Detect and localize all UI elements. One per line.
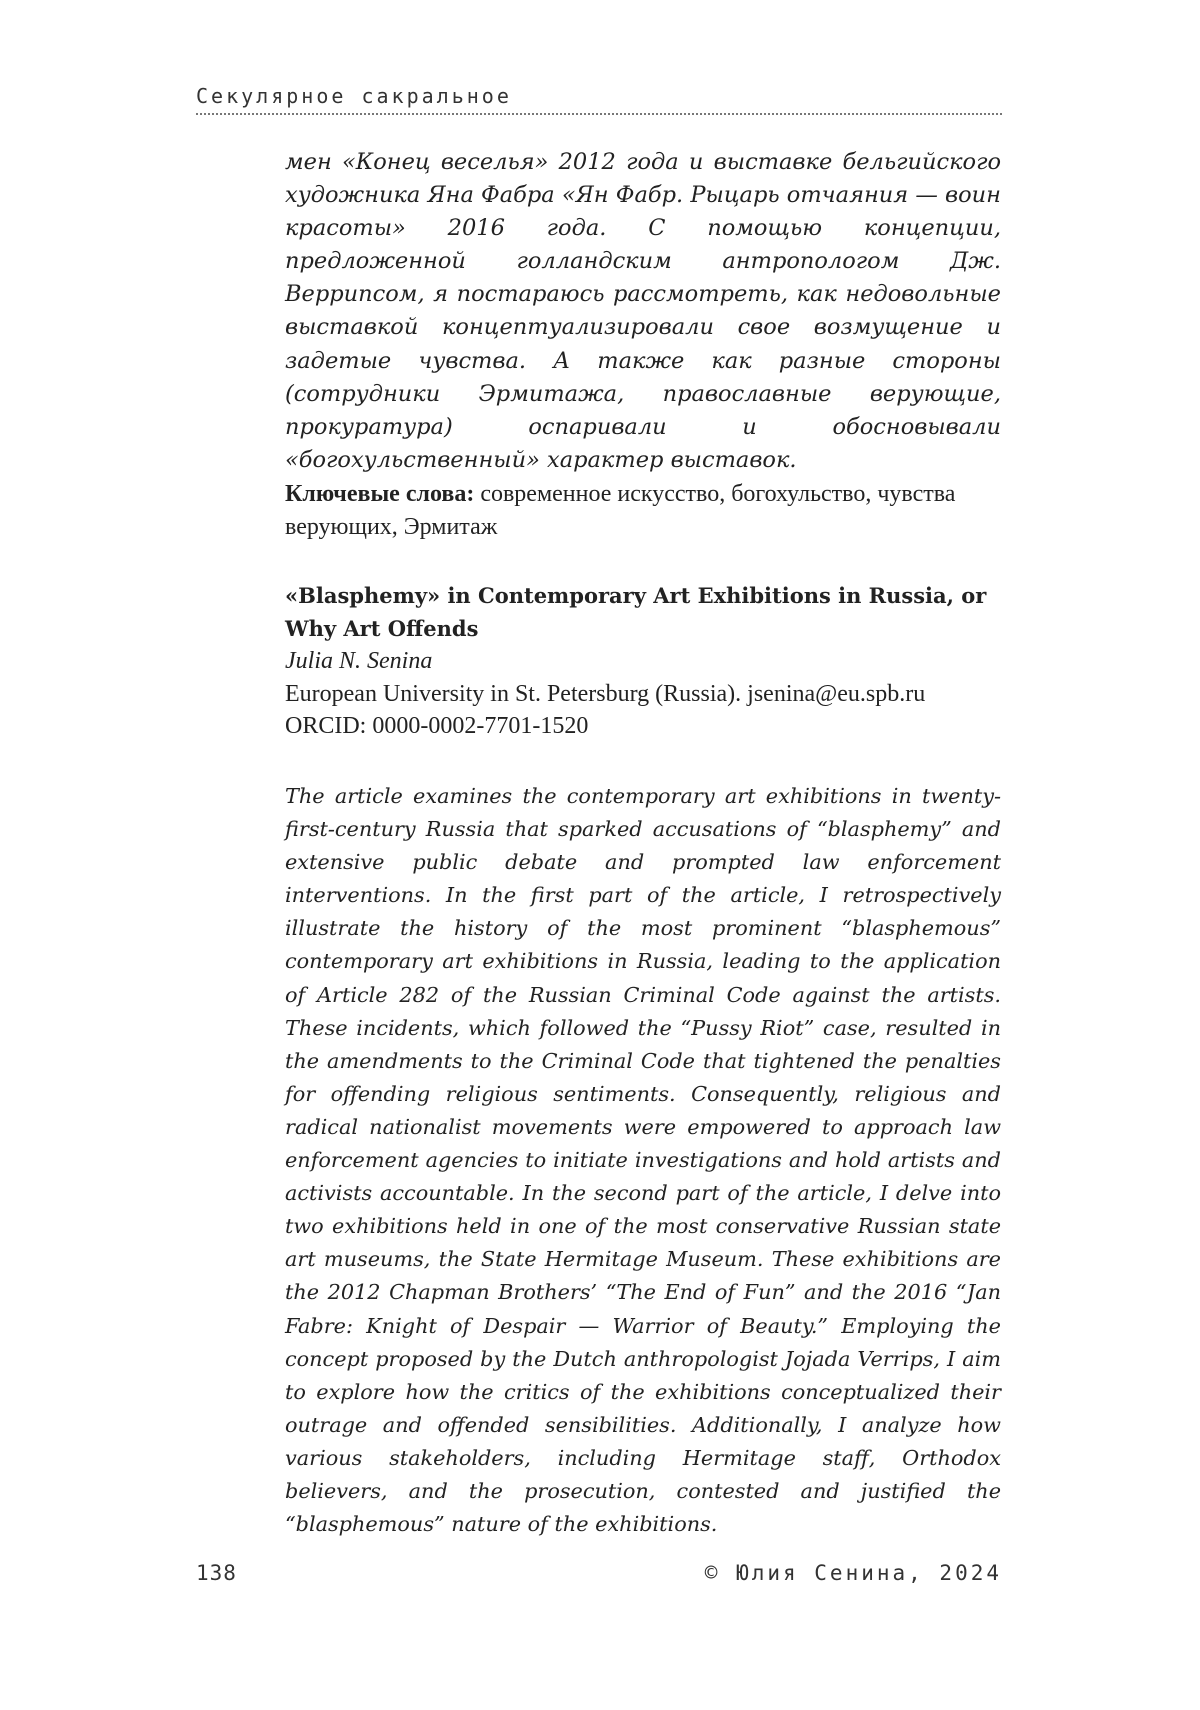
running-head: Секулярное сакральное xyxy=(196,84,512,108)
russian-abstract xyxy=(285,146,1001,477)
author-name: Julia N. Senina xyxy=(285,648,433,674)
english-abstract xyxy=(285,780,1001,1541)
keywords-block xyxy=(285,478,1001,544)
english-abstract-text: The article examines the contemporary art exhibitions in twenty-first-century Russia that sparked accusations of “blasphemy” and extensive public debate and prompted law enforcement interventions. In the first part of the article, I retrospectively illustrate the history of the most prominent “blasphemous” contemporary art exhibitions in Russia, leading to the application of Article 282 of the Russian Criminal Code against the artists. These incidents, which followed the “Pussy Riot” case, resulted in the amendments to the Criminal Code that tightened the penalties for offending religious sentiments. Consequently, religious and radical nationalist movements were empowered to approach law enforcement agencies to initiate investigations and hold artists and activists accountable. In the second part of the article, I delve into two exhibitions held in one of the most conservative Russian state art museums, the State Hermitage Museum. These exhibitions are the 2012 Chapman Brothers’ “The End of Fun” and the 2016 “Jan Fabre: Knight of Despair — Warrior of Beauty.” Employing the concept proposed by the Dutch anthropologist Jojada Verrips, I aim to explore how the critics of the exhibitions conceptualized their outrage and offended sensibilities. Additionally, I analyze how various stakeholders, including Hermitage staff, Orthodox believers, and the prosecution, contested and justified the “blasphemous” nature of the exhibitions. xyxy=(285,784,1001,1537)
english-header xyxy=(285,580,1001,743)
keywords-paragraph xyxy=(285,478,1001,544)
russian-abstract-text: мен «Конец веселья» 2012 года и выставке бельгийского художника Яна Фабра «Ян Фабр. Рыцарь отчаяния — воин красоты» 2016 года. С помощью концепции, предложенной голландским антропологом Дж. Веррипсом, я постараюсь рассмотреть, как недовольные выставкой концептуализировали свое возмущение и задетые чувства. А также как разные стороны (сотрудники Эрмитажа, православные верующие, прокуратура) оспаривали и обосновывали «богохульственный» характер выставок. xyxy=(285,149,1001,473)
author-affiliation: European University in St. Petersburg (Russia). jsenina@eu.spb.ru xyxy=(285,680,926,707)
english-title: «Blasphemy» in Contemporary Art Exhibitions in Russia, or Why Art Offends xyxy=(285,583,987,641)
keywords-label: Ключевые слова: xyxy=(285,481,475,507)
keywords-text: современное искусство, богохульство, чувства верующих, Эрмитаж xyxy=(285,481,956,540)
header-divider xyxy=(196,113,1002,115)
copyright-notice: © Юлия Сенина, 2024 xyxy=(704,1561,1002,1585)
author-orcid: ORCID: 0000-0002-7701-1520 xyxy=(285,713,589,739)
page-number: 138 xyxy=(196,1561,237,1585)
